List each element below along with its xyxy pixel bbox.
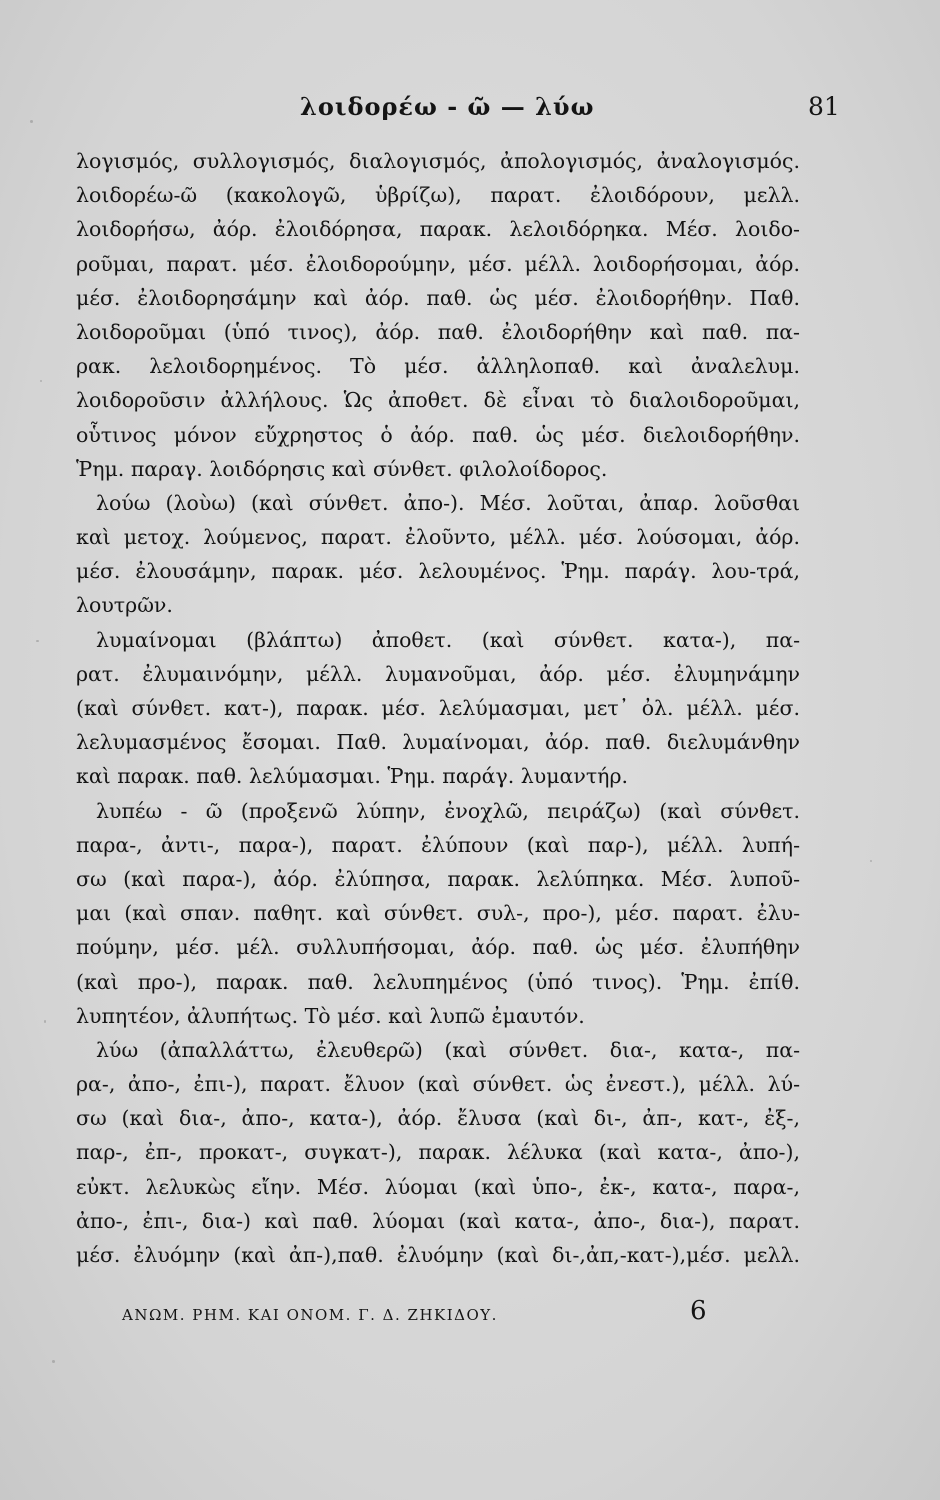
text-line: μέσ. ἐλυόμην (καὶ ἀπ-),παθ. ἐλυόμην (καὶ δι-,ἀπ,-κατ-),μέσ. μελλ. bbox=[76, 1243, 800, 1267]
text-line: σω (καὶ δια-, ἀπο-, κατα-), ἀόρ. ἔλυσα (καὶ δι-, ἀπ-, κατ-, ἐξ-, bbox=[76, 1106, 800, 1131]
text-line: πούμην, μέσ. μέλ. συλλυπήσομαι, ἀόρ. παθ. ὡς μέσ. ἐλυπήθην bbox=[76, 935, 800, 960]
text-line: λοιδορέω-ῶ (κακολογῶ, ὑβρίζω), παρατ. ἐλοιδόρουν, μελλ. bbox=[76, 183, 800, 208]
text-line: οὗτινος μόνον εὔχρηστος ὁ ἀόρ. παθ. ὡς μέσ. διελοιδορήθην. bbox=[76, 422, 800, 447]
page-number: 81 bbox=[808, 92, 840, 121]
text-line: μέσ. ἐλουσάμην, παρακ. μέσ. λελουμένος. Ῥημ. παράγ. λου-τρά, bbox=[76, 559, 800, 584]
signature-number: 6 bbox=[690, 1296, 707, 1326]
text-line: (καὶ σύνθετ. κατ-), παρακ. μέσ. λελύμασμαι, μετ᾽ ὀλ. μέλλ. μέσ. bbox=[76, 696, 800, 720]
text-line: παρα-, ἀντι-, παρα-), παρατ. ἐλύπουν (καὶ παρ-), μέλλ. λυπή- bbox=[76, 832, 800, 857]
printer-signature: ΑΝΩΜ. ΡΗΜ. ΚΑΙ ΟΝΟΜ. Γ. Δ. ΖΗΚΙΔΟΥ. bbox=[122, 1306, 498, 1324]
paper-speck bbox=[870, 860, 872, 862]
page-footer bbox=[0, 1296, 940, 1332]
entry-headword-line: λυπέω - ῶ (προξενῶ λύπην, ἐνοχλῶ, πειράζω) (καὶ σύνθετ. bbox=[96, 798, 800, 823]
text-line: λογισμός, συλλογισμός, διαλογισμός, ἀπολογισμός, ἀναλογισμός. bbox=[76, 149, 800, 173]
dictionary-text bbox=[76, 144, 800, 1272]
page-header bbox=[0, 92, 940, 132]
text-line: λελυμασμένος ἔσομαι. Παθ. λυμαίνομαι, ἀόρ. παθ. διελυμάνθην bbox=[76, 730, 800, 755]
text-line: λουτρῶν. bbox=[76, 593, 173, 618]
text-line: Ῥημ. παραγ. λοιδόρησις καὶ σύνθετ. φιλολοίδορος. bbox=[76, 456, 608, 481]
text-line: καὶ μετοχ. λούμενος, παρατ. ἐλοῦντο, μέλλ. μέσ. λούσομαι, ἀόρ. bbox=[76, 525, 800, 550]
entry-headword-line: λύω (ἀπαλλάττω, ἐλευθερῶ) (καὶ σύνθετ. δια-, κατα-, πα- bbox=[96, 1037, 800, 1062]
text-line: μαι (καὶ σπαν. παθητ. καὶ σύνθετ. συλ-, προ-), μέσ. παρατ. ἐλυ- bbox=[76, 901, 800, 926]
text-line: ρα-, ἀπο-, ἐπι-), παρατ. ἔλυον (καὶ σύνθετ. ὡς ἐνεστ.), μέλλ. λύ- bbox=[76, 1072, 800, 1097]
text-line: ροῦμαι, παρατ. μέσ. ἐλοιδορούμην, μέσ. μέλλ. λοιδορήσομαι, ἀόρ. bbox=[76, 251, 800, 276]
entry-headword-line: λούω (λοὺω) (καὶ σύνθετ. ἀπο-). Μέσ. λοῦται, ἀπαρ. λοῦσθαι bbox=[96, 490, 800, 515]
entry-headword-line: λυμαίνομαι (βλάπτω) ἀποθετ. (καὶ σύνθετ. κατα-), πα- bbox=[96, 627, 800, 652]
text-line: λυπητέον, ἀλυπήτως. Τὸ μέσ. καὶ λυπῶ ἐμαυτόν. bbox=[76, 1003, 585, 1028]
paper-speck bbox=[36, 640, 39, 642]
text-line: ρατ. ἐλυμαινόμην, μέλλ. λυμανοῦμαι, ἀόρ. μέσ. ἐλυμηνάμην bbox=[76, 661, 800, 686]
text-line: ρακ. λελοιδορημένος. Τὸ μέσ. ἀλληλοπαθ. καὶ ἀναλελυμ. bbox=[76, 354, 800, 379]
text-line: σω (καὶ παρα-), ἀόρ. ἐλύπησα, παρακ. λελύπηκα. Μέσ. λυποῦ- bbox=[76, 866, 800, 891]
text-line: λοιδοροῦμαι (ὑπό τινος), ἀόρ. παθ. ἐλοιδορήθην καὶ παθ. πα- bbox=[76, 319, 800, 344]
text-line: μέσ. ἐλοιδορησάμην καὶ ἀόρ. παθ. ὡς μέσ. ἐλοιδορήθην. Παθ. bbox=[76, 285, 800, 310]
paper-speck bbox=[30, 120, 33, 123]
text-line: (καὶ προ-), παρακ. παθ. λελυπημένος (ὑπό τινος). Ῥημ. ἐπίθ. bbox=[76, 969, 800, 994]
text-line: λοιδοροῦσιν ἀλλήλους. Ὡς ἀποθετ. δὲ εἶναι τὸ διαλοιδοροῦμαι, bbox=[76, 388, 800, 413]
text-line: ἀπο-, ἐπι-, δια-) καὶ παθ. λύομαι (καὶ κατα-, ἀπο-, δια-), παρατ. bbox=[76, 1208, 800, 1233]
paper-speck bbox=[44, 1020, 46, 1023]
text-line: καὶ παρακ. παθ. λελύμασμαι. Ῥημ. παράγ. λυμαντήρ. bbox=[76, 764, 629, 789]
text-line: λοιδορήσω, ἀόρ. ἐλοιδόρησα, παρακ. λελοιδόρηκα. Μέσ. λοιδο- bbox=[76, 217, 800, 242]
paper-speck bbox=[40, 380, 42, 382]
running-head: λοιδορέω - ῶ — λύω bbox=[300, 92, 595, 121]
paper-speck bbox=[52, 1360, 55, 1363]
text-line: εὐκτ. λελυκὼς εἴην. Μέσ. λύομαι (καὶ ὑπο-, ἐκ-, κατα-, παρα-, bbox=[76, 1174, 800, 1199]
text-line: παρ-, ἐπ-, προκατ-, συγκατ-), παρακ. λέλυκα (καὶ κατα-, ἀπο-), bbox=[76, 1140, 800, 1165]
